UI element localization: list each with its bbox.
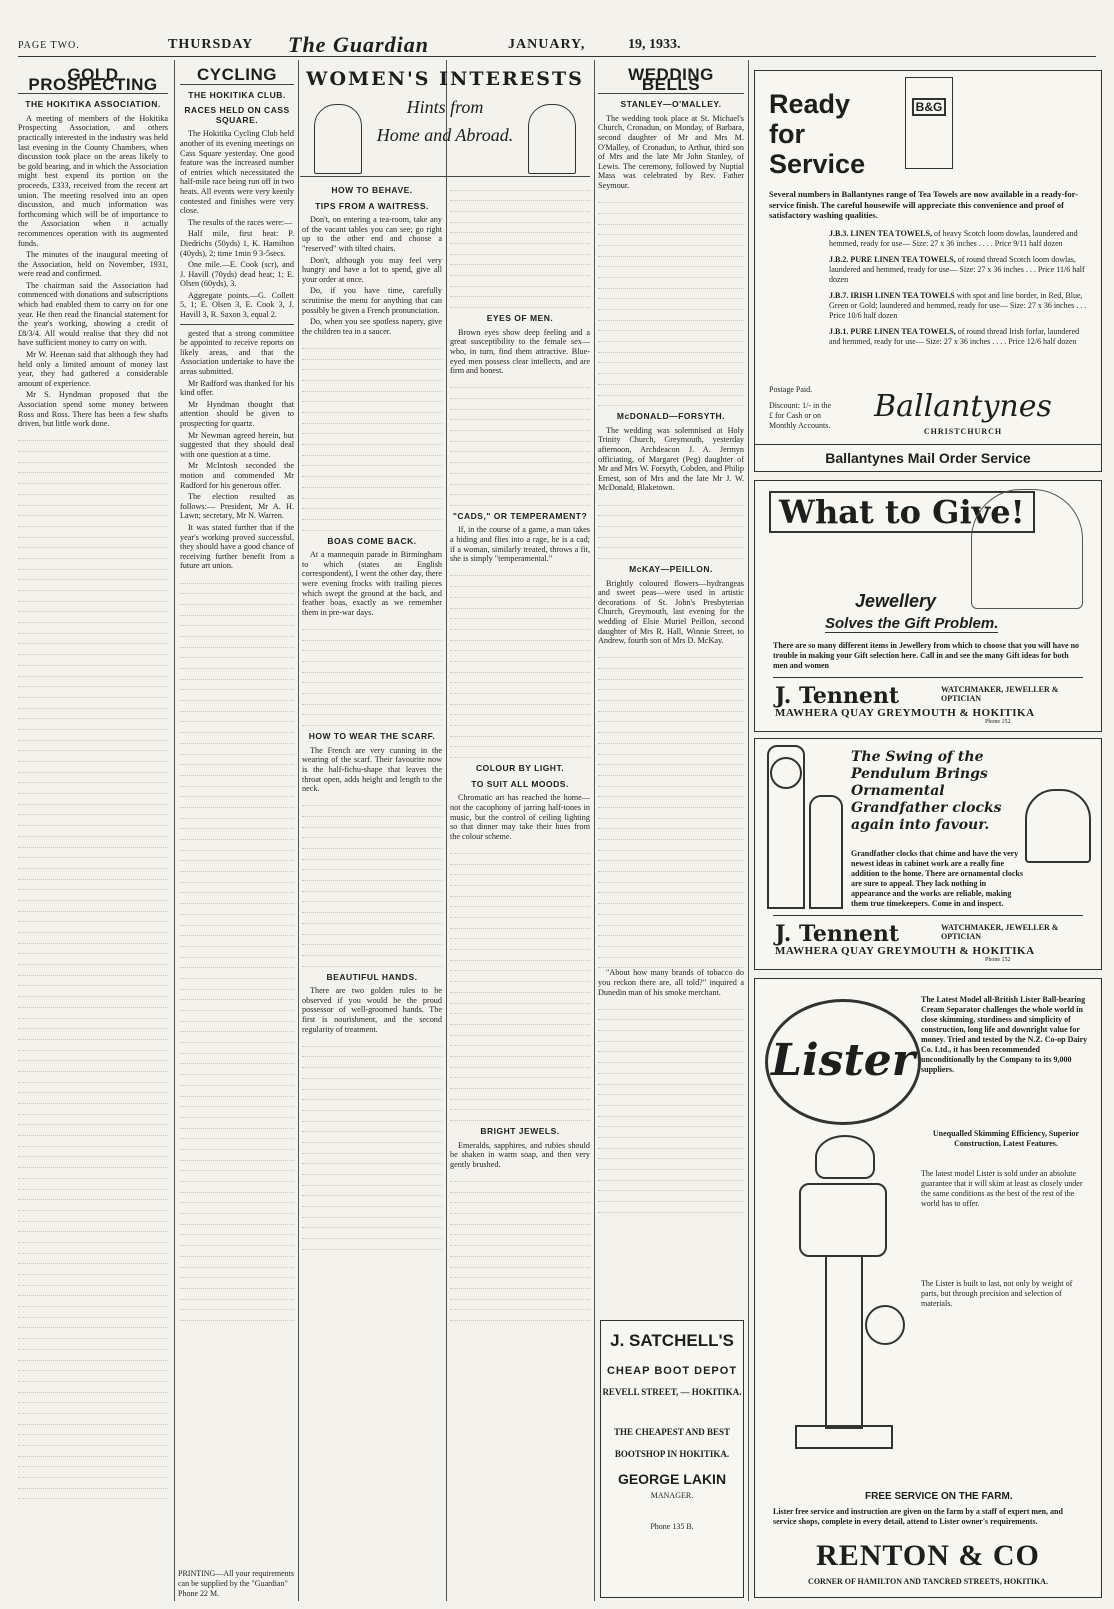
section-title: COLOUR BY LIGHT. bbox=[475, 763, 565, 774]
jewellery-heading: Jewellery bbox=[855, 591, 937, 611]
article-paragraph: The wedding took place at St. Michael's Church, Cronadun, on Monday, of Barbara, second daughter of Mr and Mrs M. O'Malley, of Cronadun, to Arthur, third son of Mrs and the late Mr John Stanley, of Lewis. The ceremony, followed by Nuptial Mass was celebrated by Rev. Father Seymour. bbox=[598, 113, 744, 190]
product-item bbox=[829, 291, 1091, 321]
article-paragraph: Mr Newman agreed herein, but suggested that they should deal with one question at a time. bbox=[180, 430, 294, 459]
article-paragraph: It was stated further that if the year's working proved successful, they should have a good chance of receiving further benefit from a future art union. bbox=[180, 522, 294, 571]
jeweller-phone: Phone 152 bbox=[985, 719, 1011, 725]
lister-intro: The Latest Model all-British Lister Ball-bearing Cream Separator challenges the whole world in close skimming, sturdiness and simplicity of construction, long life and downright value for money. Tried and tested by the N.Z. Co-op Dairy Co. Ltd., it has been recommended unconditionally by the Company to its 9,000 suppliers. bbox=[921, 995, 1088, 1074]
jeweller-address: MAWHERA QUAY GREYMOUTH & HOKITIKA bbox=[775, 707, 1035, 719]
text-continuation bbox=[180, 573, 294, 1321]
company-name: RENTON & CO bbox=[816, 1539, 1040, 1572]
lister-body: The Lister is built to last, not only by weight of parts, but through precision and selection of materials. bbox=[921, 1279, 1073, 1308]
discount-note: Discount: 1/- in the £ for Cash or on Monthly Accounts. bbox=[769, 401, 831, 430]
product-desc: of heavy Scotch loom dowlas, laundered and hemmed, ready for use— Size: 27 x 36 inches . . . . bbox=[829, 229, 1078, 248]
page-month: JANUARY, bbox=[508, 37, 586, 52]
product-price: Price 10/6 half dozen bbox=[829, 311, 898, 320]
product-code: J.B.7. bbox=[829, 291, 849, 300]
banner-subtitle: Home and Abroad. bbox=[376, 125, 514, 145]
tennent-clocks-advert bbox=[754, 738, 1102, 970]
text-continuation bbox=[450, 180, 590, 308]
text-continuation bbox=[302, 619, 442, 726]
bg-badge: B&G bbox=[912, 98, 946, 116]
article-title: WEDDING BELLS bbox=[598, 70, 744, 94]
advert-line: REVELL STREET, — HOKITIKA. bbox=[602, 1387, 742, 1397]
section-title: EYES OF MEN. bbox=[486, 313, 554, 324]
text-continuation bbox=[450, 378, 590, 506]
column-rule bbox=[446, 60, 447, 1601]
page-header bbox=[18, 34, 1096, 57]
product-code: J.B.2. bbox=[829, 255, 849, 264]
lister-logo: Lister bbox=[765, 999, 921, 1125]
article-subtitle: THE HOKITIKA CLUB. bbox=[188, 89, 286, 100]
column-rule bbox=[594, 60, 595, 1601]
lister-body: The latest model Lister is sold under an absolute guarantee that it will skim at least as closely under the same conditions as the best of the rest of the world has to offer. bbox=[921, 1169, 1083, 1208]
article-paragraph: At a mannequin parade in Birmingham to which (states an English correspondent), I went the other day, there were evening frocks with trailing pieces which swept the ground at the back, and feather boas, exactly as we remember them in pre-war days. bbox=[302, 550, 442, 617]
text-continuation bbox=[302, 338, 442, 530]
clock-headline: The Swing of the Pendulum Brings Ornamental Grandfather clocks again into favour. bbox=[851, 749, 1002, 833]
article-paragraph: Mr Hyndman thought that attention should be given to prospecting for quartz. bbox=[180, 399, 294, 428]
advert-line: CHEAP BOOT DEPOT bbox=[606, 1365, 738, 1377]
section-subtitle: TO SUIT ALL MOODS. bbox=[471, 778, 569, 789]
article-paragraph: If, in the course of a game, a man takes a hiding and flies into a rage, he is a cad; if a woman, similarly treated, throws a fit, she is simply "temperamental." bbox=[450, 525, 590, 564]
article-eyes-of-men bbox=[450, 180, 590, 1601]
article-paragraph: The election resulted as follows:— President, Mr A. H. Lawn; secretary, Mr N. Warren. bbox=[180, 492, 294, 521]
jeweller-phone: Phone 152 bbox=[985, 957, 1011, 963]
product-name: PURE LINEN TEA TOWELS, bbox=[850, 327, 956, 336]
advert-body: There are so many different items in Jewellery from which to choose that you will have no trouble in making your Gift selection here. Call in and see the many Gift ideas for both men and women bbox=[773, 641, 1080, 670]
free-service-text: Lister free service and instruction are given on the farm by a staff of expert men, and service shops, complete in every detail, attend to Lister owner's requirements. bbox=[773, 1507, 1063, 1526]
article-paragraph: Mr W. Heenan said that although they had held only a limited amount of money last year, they had gathered a considerable amount of experience. bbox=[18, 350, 168, 388]
product-item bbox=[829, 229, 1091, 249]
article-subtitle: RACES HELD ON CASS SQUARE. bbox=[184, 105, 290, 125]
what-to-give-heading: What to Give! bbox=[769, 491, 1035, 533]
lister-separator-advert bbox=[754, 978, 1102, 1598]
tea-towel-icon bbox=[905, 77, 953, 169]
banner-subtitle: Hints from bbox=[406, 97, 484, 117]
text-continuation bbox=[598, 193, 744, 407]
jeweller-trade: WATCHMAKER, JEWELLER & OPTICIAN bbox=[941, 685, 1059, 703]
page-number: PAGE TWO. bbox=[18, 39, 80, 51]
jeweller-name: J. Tennent bbox=[775, 921, 900, 947]
section-title: STANLEY—O'MALLEY. bbox=[620, 99, 722, 110]
section-title: BRIGHT JEWELS. bbox=[480, 1126, 560, 1137]
section-title: HOW TO BEHAVE. bbox=[331, 185, 413, 195]
article-paragraph: Do, if you have time, carefully scrutinise the menu for anything that can possibly be given a French pronunciation. bbox=[302, 286, 442, 315]
article-paragraph: Do, when you see spotless napery, give the children tea in a saucer. bbox=[302, 317, 442, 336]
jeweller-name: J. Tennent bbox=[775, 683, 900, 709]
article-paragraph: One mile.—E. Cook (scr), and J. Havill (70yds) dead heat; 1; E. Olsen (60yds), 3. bbox=[180, 260, 294, 289]
article-paragraph: Half mile, first heat: P. Diedrichs (50yds) 1, K. Hamilton (40yds), 2; time 1min 9 3-5secs. bbox=[180, 229, 294, 258]
product-name: LINEN TEA TOWELS, bbox=[850, 229, 932, 238]
advert-line: BOOTSHOP IN HOKITIKA. bbox=[614, 1449, 730, 1459]
text-continuation bbox=[302, 796, 442, 967]
free-service-heading: FREE SERVICE ON THE FARM. bbox=[865, 1491, 1013, 1502]
text-continuation bbox=[18, 431, 168, 1500]
article-paragraph: "About how many brands of tobacco do you reckon there are, all told?" inquired a Dunedin man of his smoke merchant. bbox=[598, 968, 744, 997]
page-date: 19, 1933. bbox=[628, 37, 681, 52]
section-title: HOW TO WEAR THE SCARF. bbox=[308, 731, 436, 742]
section-title: McKAY—PEILLON. bbox=[629, 563, 713, 574]
ballantynes-signature: Ballantynes bbox=[874, 389, 1052, 424]
product-name: IRISH LINEN TEA TOWELS bbox=[850, 291, 955, 300]
column-rule bbox=[298, 60, 299, 1601]
mail-order-footer: Ballantynes Mail Order Service bbox=[755, 444, 1101, 471]
article-paragraph: The chairman said the Association had commenced with donations and subscriptions which had enabled them to carry on for one year. He then read the financial statement for the year's working, showing a credit of £8/3/4. All would realise that they did not have sufficient money to carry on with. bbox=[18, 280, 168, 348]
printing-notice: PRINTING—All your requirements can be supplied by the "Guardian" Phone 22 M. bbox=[178, 1569, 294, 1598]
article-wedding-bells bbox=[598, 60, 744, 1309]
ready-heading: Service bbox=[769, 149, 866, 179]
article-subtitle: THE HOKITIKA ASSOCIATION. bbox=[25, 99, 161, 110]
article-paragraph: A meeting of members of the Hokitika Prospecting Association, and others practically interested in the industry was held last evening in the County Chambers, when discussion took place on the areas likely to be gold bearing, and in which the Association might best expend its portion on the proceeds, £333, received from the recent art union. The meeting resolved into an open discussion, and much information was forthcoming which will be of importance to the Association when it actually recommences operation with its augmented funds. bbox=[18, 113, 168, 248]
advert-role: MANAGER. bbox=[650, 1491, 694, 1500]
mantel-clock-icon bbox=[1025, 789, 1091, 863]
jeweller-trade: WATCHMAKER, JEWELLER & OPTICIAN bbox=[941, 923, 1059, 941]
product-desc: of round thread Scotch loom dowlas, laundered and hemmed, ready for use— Size: 27 x 36 inches . . . bbox=[829, 255, 1076, 274]
text-continuation bbox=[598, 495, 744, 559]
product-name: PURE LINEN TEA TOWELS, bbox=[850, 255, 956, 264]
section-title: McDONALD—FORSYTH. bbox=[616, 411, 726, 422]
woman-figure-icon bbox=[314, 104, 362, 174]
article-paragraph: The results of the races were:— bbox=[188, 217, 293, 227]
article-paragraph: Brown eyes show deep feeling and a great susceptibility to the female sex—who, in turn, find them attractive. Blue-eyed men possess clear intellects, and are firm and honest. bbox=[450, 327, 590, 376]
article-cycling bbox=[180, 60, 294, 1601]
couple-illustration-icon bbox=[971, 489, 1083, 609]
product-price: Price 12/6 half dozen bbox=[1008, 337, 1077, 346]
article-paragraph: Mr McIntosh seconded the motion and commended Mr Radford for his generous offer. bbox=[180, 461, 294, 490]
product-desc: of round thread Irish forfar, laundered and hemmed, ready for use— Size: 27 x 36 inches . . . . bbox=[829, 327, 1080, 346]
article-gold-prospecting bbox=[18, 60, 168, 1601]
advert-phone: Phone 135 B. bbox=[650, 1522, 694, 1531]
postage-note: Postage Paid. bbox=[769, 385, 813, 394]
column-rule bbox=[748, 60, 749, 1601]
ready-heading: for bbox=[769, 119, 805, 149]
article-paragraph: Emeralds, sapphires, and rubies should be shaken in warm soap, and then very gently brushed. bbox=[450, 1140, 590, 1169]
advert-intro: Several numbers in Ballantynes range of Tea Towels are now available in a ready-for-service finish. The careful housewife will appreciate this convenience and proof of satisfactory washing qualities. bbox=[769, 189, 1078, 220]
product-price: Price 11/6 half dozen bbox=[829, 265, 1085, 284]
section-subtitle: TIPS FROM A WAITRESS. bbox=[315, 200, 429, 211]
lister-feature: Unequalled Skimming Efficiency, Superior Construction, Latest Features. bbox=[932, 1129, 1080, 1148]
section-title: BEAUTIFUL HANDS. bbox=[326, 971, 418, 982]
article-paragraph: The wedding was solemnised at Holy Trinity Church, Greymouth, yesterday afternoon, Archdeacon J. A. Jermyn officiating, of Margaret (Peg) daughter of Mr and Mrs W. Forsyth, Cobden, and Philip Ernest, son of Mrs and the late Mr J. W. McDonald, Blaketown. bbox=[598, 425, 744, 493]
article-paragraph: There are two golden rules to be observed if you would be the proud possessor of well-groomed hands. The first is nourishment, and the second regularity of treatment. bbox=[302, 986, 442, 1034]
text-continuation bbox=[598, 999, 744, 1213]
column-rule bbox=[174, 60, 175, 1601]
product-item bbox=[829, 255, 1091, 285]
product-desc: with spot and line border, in Red, Blue, Green or Gold; laundered and hemmed, ready for use— Size: 27 x 36 inches . . . bbox=[829, 291, 1087, 310]
article-paragraph: The minutes of the inaugural meeting of the Association, held on November, 1931, were read and confirmed. bbox=[18, 250, 168, 279]
advert-heading: J. SATCHELL'S bbox=[610, 1331, 734, 1350]
text-continuation bbox=[598, 648, 744, 969]
article-title: CYCLING bbox=[180, 70, 294, 85]
article-paragraph: Brightly coloured flowers—hydrangeas and sweet peas—were used in artistic decorations of St. John's Presbyterian Church, Greymouth, last evening for the wedding of Elsie Muriel Peillon, second daughter of Mrs R. Hall, Winnie Street, to Andrew, fourth son of Mrs D. McKay. bbox=[598, 578, 744, 646]
text-continuation bbox=[450, 1171, 590, 1321]
product-item bbox=[829, 327, 1091, 347]
text-continuation bbox=[302, 1036, 442, 1250]
text-continuation bbox=[450, 566, 590, 758]
article-paragraph: Don't, on entering a tea-room, take any of the vacant tables you can see; go right up to the other end and choose a "reserved" with tilted chairs. bbox=[302, 215, 442, 253]
advert-body: Grandfather clocks that chime and have the very newest ideas in cabinet work are a really fine addition to the home. There are ornamental clocks are sure to appeal. They lack nothing in appearance and the works are reliable, making them true timekeepers. Come in and inspect. bbox=[851, 849, 1023, 908]
cream-separator-icon bbox=[775, 1135, 905, 1465]
masthead: The Guardian bbox=[288, 32, 429, 57]
article-paragraph: Chromatic art has reached the home—not the cacophony of jarring half-tones in music, but the control of ceiling lighting so that dinner may take their hues from the colour scheme. bbox=[450, 793, 590, 841]
section-title: "CADS," OR TEMPERAMENT? bbox=[452, 510, 588, 521]
article-paragraph: The Hokitika Cycling Club held another of its evening meetings on Cass Square yesterday. One good feature was the increased number of entries which necessitated the half-mile race being run off in two heats. All events were very keenly contested and finishes were very close. bbox=[180, 129, 294, 216]
advert-manager: GEORGE LAKIN bbox=[617, 1471, 727, 1487]
article-paragraph: The French are very cunning in the wearing of the scarf. Their favourite now is the half-fichu-shape that leaves the throat open, adds height and length to the neck. bbox=[302, 745, 442, 794]
grandfather-clock-icon bbox=[763, 745, 843, 911]
product-price: Price 9/11 half dozen bbox=[994, 239, 1063, 248]
banner-title: WOMEN'S INTERESTS bbox=[306, 68, 584, 90]
product-code: J.B.3. bbox=[829, 229, 849, 238]
solves-heading: Solves the Gift Problem. bbox=[825, 615, 999, 632]
advert-city: CHRISTCHURCH bbox=[923, 427, 1003, 436]
satchell-advert bbox=[600, 1320, 744, 1598]
ready-heading: Ready bbox=[769, 89, 851, 119]
product-code: J.B.1. bbox=[829, 327, 849, 336]
jeweller-address: MAWHERA QUAY GREYMOUTH & HOKITIKA bbox=[775, 945, 1035, 957]
article-paragraph: gested that a strong committee be appointed to receive reports on likely areas, and that the Association undertake to have the areas submitted. bbox=[180, 328, 294, 377]
article-paragraph: Mr Radford was thanked for his kind offer. bbox=[180, 378, 294, 398]
advert-line: THE CHEAPEST AND BEST bbox=[613, 1427, 731, 1437]
article-paragraph: Mr S. Hyndman proposed that the Association spend some money between Ross and Ross. There has been a few shafts driven, but little work done. bbox=[18, 390, 168, 429]
section-title: BOAS COME BACK. bbox=[327, 535, 417, 546]
article-title: GOLD PROSPECTING bbox=[18, 70, 168, 94]
ballantynes-advert bbox=[754, 70, 1102, 472]
company-address: CORNER OF HAMILTON AND TANCRED STREETS, HOKITIKA. bbox=[808, 1577, 1048, 1586]
womens-interests-banner bbox=[300, 64, 590, 177]
tennent-jewellery-advert bbox=[754, 480, 1102, 732]
article-how-to-behave bbox=[302, 180, 442, 1601]
text-continuation bbox=[450, 843, 590, 1121]
article-paragraph: Aggregate points.—G. Collett 5, 1; E. Olsen 3, E. Cook 3, J. Havill 3, R. Saxon 3, equal 2. bbox=[180, 290, 294, 320]
woman-figure-icon bbox=[528, 104, 576, 174]
article-paragraph: Don't, although you may feel very hungry and have a lot to spend, give all your order at once. bbox=[302, 255, 442, 284]
page-day: THURSDAY bbox=[168, 37, 254, 52]
